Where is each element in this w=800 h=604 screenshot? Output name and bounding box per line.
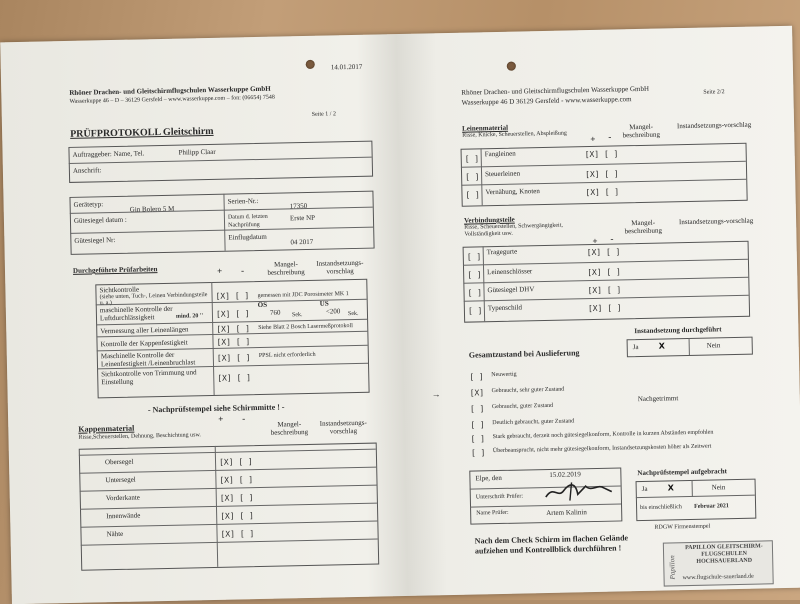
conn-sub: Risse, Scheuerstellen, Schwergängigkeit, Vollständigkeit usw. <box>464 222 563 238</box>
canopy-header: Kappenmaterial <box>78 423 135 434</box>
conn-header: Verbindungsteile <box>463 215 515 225</box>
lines-minus: - <box>608 131 612 142</box>
lines-side-box-2: [ ] <box>465 190 481 200</box>
lines-label-1: Steuerleinen <box>484 169 521 179</box>
client-label: Auftraggeber: Name, Tel. <box>72 149 145 159</box>
valid-value: Februar 2021 <box>694 503 729 510</box>
defect-header: Mangel-beschreibung <box>267 260 305 277</box>
canopy-check-4: [X] [ ] <box>220 529 255 539</box>
minus-header: - <box>240 265 245 276</box>
lines-header: Leinenmaterial <box>462 123 509 133</box>
os-unit: Sek. <box>291 312 303 319</box>
canopy-label-3: Innenwände <box>106 511 141 521</box>
client-value: Philipp Claar <box>178 147 216 157</box>
left-date: 14.01.2017 <box>330 62 363 72</box>
right-page-number: Seite 2/2 <box>703 89 725 96</box>
canopy-minus: - <box>242 413 246 424</box>
conn-check-0: [X] [ ] <box>586 247 621 258</box>
work-label-2: Vermessung aller Leinenlängen <box>100 325 189 336</box>
canopy-repair-header: Instandsetzungs-vorschlag <box>319 418 367 436</box>
conn-side-box-3: [ ] <box>467 306 483 316</box>
conn-check-2: [X] [ ] <box>587 285 622 296</box>
punch-hole <box>507 62 516 71</box>
work-label-3: Kontrolle der Kappenfestigkeit <box>100 338 188 349</box>
overall-header: Gesamtzustand bei Auslieferung <box>468 348 580 360</box>
valid-label: bis einschließlich <box>640 504 682 512</box>
conn-label-3: Typenschild <box>487 303 523 313</box>
work-sub-0: (siehe unten, Tuch-, Leinen Verbindungsteile u. a.) <box>99 292 208 307</box>
state-box-0: [ ] <box>469 372 484 382</box>
os-value: 760 <box>269 308 281 317</box>
final-note: Nach dem Check Schirm im flachen Gelände aufziehen und Kontrollblick durchführen ! <box>474 533 629 556</box>
canopy-sub: Risse,Scheuerstellen, Dehnung, Beschichtung usw. <box>78 432 201 441</box>
stamp-header: Nachprüfstempel aufgebracht <box>637 467 728 478</box>
stamp-yes: Ja <box>641 484 648 494</box>
state-label-3: Deutlich gebraucht, guter Zustand <box>492 418 575 427</box>
work-check-0: [X] [ ] <box>215 291 250 301</box>
lines-check-2: [X] [ ] <box>585 187 620 198</box>
us-value: <200 <box>325 307 341 316</box>
work-check-1: [X] [ ] <box>215 309 250 319</box>
canopy-check-2: [X] [ ] <box>219 493 254 503</box>
lines-plus: + <box>590 133 596 145</box>
lines-repair-header: Instandsetzungs-vorschlag <box>676 120 752 131</box>
work-note-4: PPSL nicht erforderlich <box>258 351 316 360</box>
conn-side-box-1: [ ] <box>467 270 482 280</box>
left-title: PRÜFPROTOKOLL Gleitschirm <box>70 125 214 140</box>
stamp-note: - Nachprüfstempel siehe Schirmmitte ! - <box>147 402 285 415</box>
conn-label-0: Tragegurte <box>486 247 518 257</box>
place-date-value: 15.02.2019 <box>549 470 581 479</box>
work-sub-1: mind. 20 '' <box>175 313 204 320</box>
retrim-label: Nachgetrimmt <box>637 394 679 404</box>
first-flight-label: Einflugdatum <box>228 232 267 242</box>
state-label-5: Überbeansprucht, nicht mehr gütesiegelkonform, Instandsetzungskosten höher als Zeitwert <box>492 443 712 455</box>
stamp-footer: RDGW Firmenstempel <box>654 523 711 531</box>
serial-label: Serien-Nr.: <box>227 196 259 206</box>
work-label-1: maschinelle Kontrolle der Luftdurchlässigkeit <box>99 304 173 323</box>
canopy-label-4: Nähte <box>106 529 124 539</box>
work-check-5: [X] [ ] <box>217 373 252 383</box>
canopy-label-2: Vorderkante <box>105 493 140 503</box>
lines-side-box-1: [ ] <box>465 172 480 182</box>
inspector-value: Artem Kalinin <box>546 508 587 518</box>
repair-yes-mark: X <box>658 341 665 351</box>
work-label-4: Maschinelle Kontrolle der Leinenfestigkeit /Leinenbruchlast <box>100 350 196 369</box>
canopy-check-3: [X] [ ] <box>220 511 254 521</box>
address-label: Anschrift: <box>72 166 102 175</box>
state-box-2: [ ] <box>469 404 485 414</box>
left-page-number: Seite 1 / 2 <box>311 111 337 118</box>
repair-header: Instandsetzungs-vorschlag <box>316 258 364 276</box>
school-logo-stamp <box>663 540 774 586</box>
punch-hole <box>306 60 315 69</box>
last-check-label: Datum d. letzten Nachprüfung <box>227 213 268 229</box>
conn-label-2: Gütesiegel DHV <box>487 285 535 295</box>
arrow-icon: → <box>431 389 441 400</box>
state-box-1: [X] <box>469 388 485 398</box>
seal-date-label: Gütesiegel datum : <box>73 215 127 225</box>
left-company: Rhöner Drachen- und Gleitschirmflugschulen Wasserkuppe GmbH <box>69 84 271 97</box>
logo-title: PAPILLON GLEITSCHIRM-FLUGSCHULEN HOCHSAUERLAND <box>685 543 763 565</box>
seal-no-label: Gütesiegel Nr: <box>74 235 116 245</box>
state-box-3: [ ] <box>470 420 485 430</box>
state-box-4: [ ] <box>470 434 486 444</box>
signature-drawing <box>541 478 618 506</box>
lines-check-1: [X] [ ] <box>585 169 619 180</box>
us-unit: Sek. <box>347 310 359 318</box>
conn-check-3: [X] [ ] <box>587 303 622 314</box>
left-address: Wasserkuppe 46 – D – 36129 Gersfeld – www.wasserkuppe.com – fon: (06654) 7548 <box>69 94 275 105</box>
last-check-value: Erste NP <box>289 213 316 223</box>
right-company: Rhöner Drachen- und Gleitschirmflugschulen Wasserkuppe GmbH <box>461 84 650 97</box>
place-date-label: Elpe, den <box>475 473 502 483</box>
stamp-box <box>636 479 757 522</box>
state-label-2: Gebraucht, guter Zustand <box>491 402 554 411</box>
plus-header: + <box>216 265 223 276</box>
lines-label-0: Fangleinen <box>484 149 516 159</box>
canopy-check-1: [X] [ ] <box>219 475 254 485</box>
conn-plus: + <box>592 235 598 246</box>
right-address: Wasserkuppe 46 D 36129 Gersfeld - www.wasserkuppe.com <box>461 95 632 107</box>
conn-repair-header: Instandsetzungs-vorschlag <box>678 216 754 227</box>
logo-brand: Papillon <box>668 555 677 580</box>
type-value: Gin Bolero 5 M <box>129 204 175 214</box>
canopy-label-1: Untersegel <box>105 475 136 485</box>
inspection-sheet <box>0 26 800 604</box>
repair-no: Nein <box>706 341 721 350</box>
conn-side-box-2: [ ] <box>467 288 483 298</box>
logo-url: www.flugschule-sauerland.de <box>682 573 754 582</box>
state-box-5: [ ] <box>470 448 486 458</box>
work-label-0: Sichtkontrolle <box>99 285 140 295</box>
canopy-label-0: Obersegel <box>104 457 134 467</box>
state-label-1: Gebraucht, sehr guter Zustand <box>491 386 565 395</box>
work-note-0: gemessen mit JDC Porosimeter MK 1 <box>257 291 349 300</box>
signature-label: Unterschrift Prüfer: <box>475 493 524 501</box>
canopy-plus: + <box>218 413 224 424</box>
state-label-0: Neuwertig <box>491 371 517 379</box>
repair-yes: Ja <box>632 343 639 352</box>
work-check-2: [X] [ ] <box>216 324 251 334</box>
lines-defect-header: Mangel-beschreibung <box>622 122 661 140</box>
repair-done-header: Instandsetzung durchgeführt <box>634 325 722 336</box>
os-label: OS <box>257 300 268 310</box>
state-label-4: Stark gebraucht, derzeit noch gütesiegelkonform, Kontrolle in kurzen Abständen empfohlen <box>492 429 714 441</box>
work-note-2: Siehe Blatt 2 Bosch Lasermeßprotokoll <box>258 323 353 332</box>
conn-defect-header: Mangel-beschreibung <box>624 218 663 236</box>
works-header: Durchgeführte Prüfarbeiten <box>72 265 158 275</box>
canopy-defect-header: Mangel-beschreibung <box>270 420 309 437</box>
conn-label-1: Leinenschlösser <box>487 267 533 277</box>
inspector-label: Name Prüfer: <box>476 509 509 517</box>
canopy-check-0: [X] [ ] <box>218 457 253 467</box>
lines-sub: Risse, Knicke, Scheuerstellen, Abspleißung <box>462 130 567 139</box>
lines-side-box-0: [ ] <box>464 154 480 164</box>
stamp-no: Nein <box>711 483 726 492</box>
serial-value: 17350 <box>289 201 308 211</box>
lines-label-2: Vernähung, Knoten <box>485 187 540 197</box>
conn-check-1: [X] [ ] <box>587 267 621 278</box>
us-label: US <box>319 299 329 308</box>
work-check-4: [X] [ ] <box>216 353 251 363</box>
conn-minus: - <box>610 233 614 244</box>
lines-check-0: [X] [ ] <box>584 149 619 160</box>
conn-side-box-0: [ ] <box>466 252 482 262</box>
type-label: Gerätetyp: <box>73 200 104 209</box>
first-flight-value: 04 2017 <box>290 237 314 247</box>
stamp-yes-mark: X <box>667 483 674 493</box>
work-label-5: Sichtkontrolle von Trimmung und Einstellung <box>101 368 197 387</box>
work-check-3: [X] [ ] <box>216 337 251 347</box>
